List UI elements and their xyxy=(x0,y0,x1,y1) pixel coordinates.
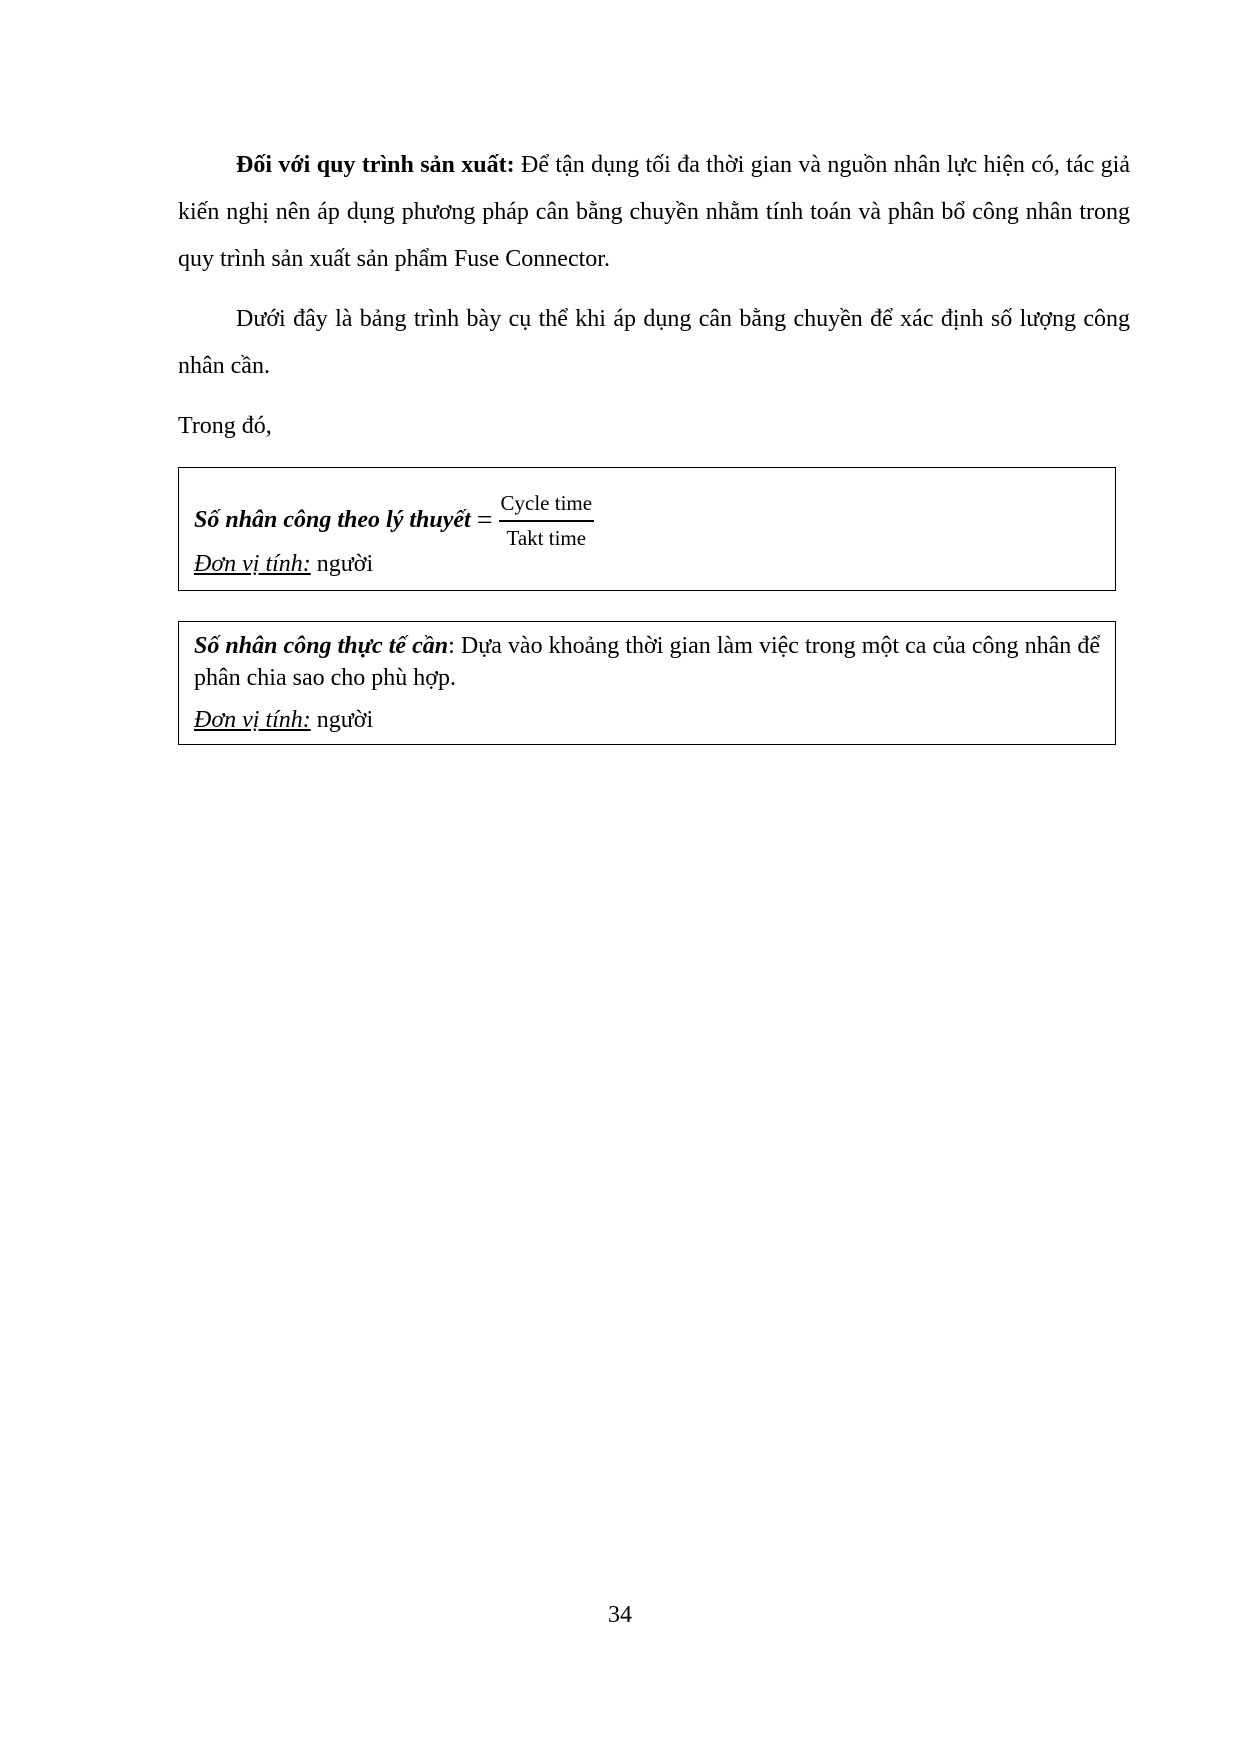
formula xyxy=(194,490,594,551)
unit-label: Đơn vị tính: xyxy=(194,707,311,733)
paragraph-body: Dưới đây là bảng trình bày cụ thể khi áp dụng cân bằng chuyền để xác định số lượng công nhân cần. xyxy=(178,306,1130,379)
formula-box-theoretical-workers xyxy=(178,467,1116,591)
unit-value: người xyxy=(310,551,374,577)
definition-box-actual-workers xyxy=(178,621,1116,745)
formula-lhs: Số nhân công theo lý thuyết xyxy=(194,507,471,533)
paragraph-where xyxy=(178,403,1130,450)
paragraph-table-intro xyxy=(178,296,1130,390)
paragraph-lead-heading: Đối với quy trình sản xuất: xyxy=(236,152,515,178)
paragraph-body: Trong đó, xyxy=(178,413,272,439)
page-number: 34 xyxy=(608,1602,632,1628)
unit-value: người xyxy=(310,707,374,733)
formula-equals: = xyxy=(476,504,493,536)
fraction-numerator: Cycle time xyxy=(499,490,595,522)
paragraph-body: Để tận dụng tối đa thời gian và nguồn nhân lực hiện có, tác giả kiến nghị nên áp dụng phương pháp cân bằng chuyền nhằm tính toán và phân bổ công nhân trong quy trình sản xuất sản phẩm Fuse Connector. xyxy=(178,152,1130,272)
unit-row xyxy=(194,705,373,735)
definition-description: : Dựa vào khoảng thời gian làm việc trong một ca của công nhân để phân chia sao cho phù hợp. xyxy=(194,633,1100,691)
definition-text xyxy=(194,630,1100,694)
unit-label: Đơn vị tính: xyxy=(194,551,311,577)
definition-term: Số nhân công thực tế cần xyxy=(194,633,449,659)
unit-row xyxy=(194,549,373,579)
paragraph-production-process xyxy=(178,142,1130,283)
fraction-denominator: Takt time xyxy=(506,526,587,550)
formula-fraction xyxy=(499,490,595,551)
